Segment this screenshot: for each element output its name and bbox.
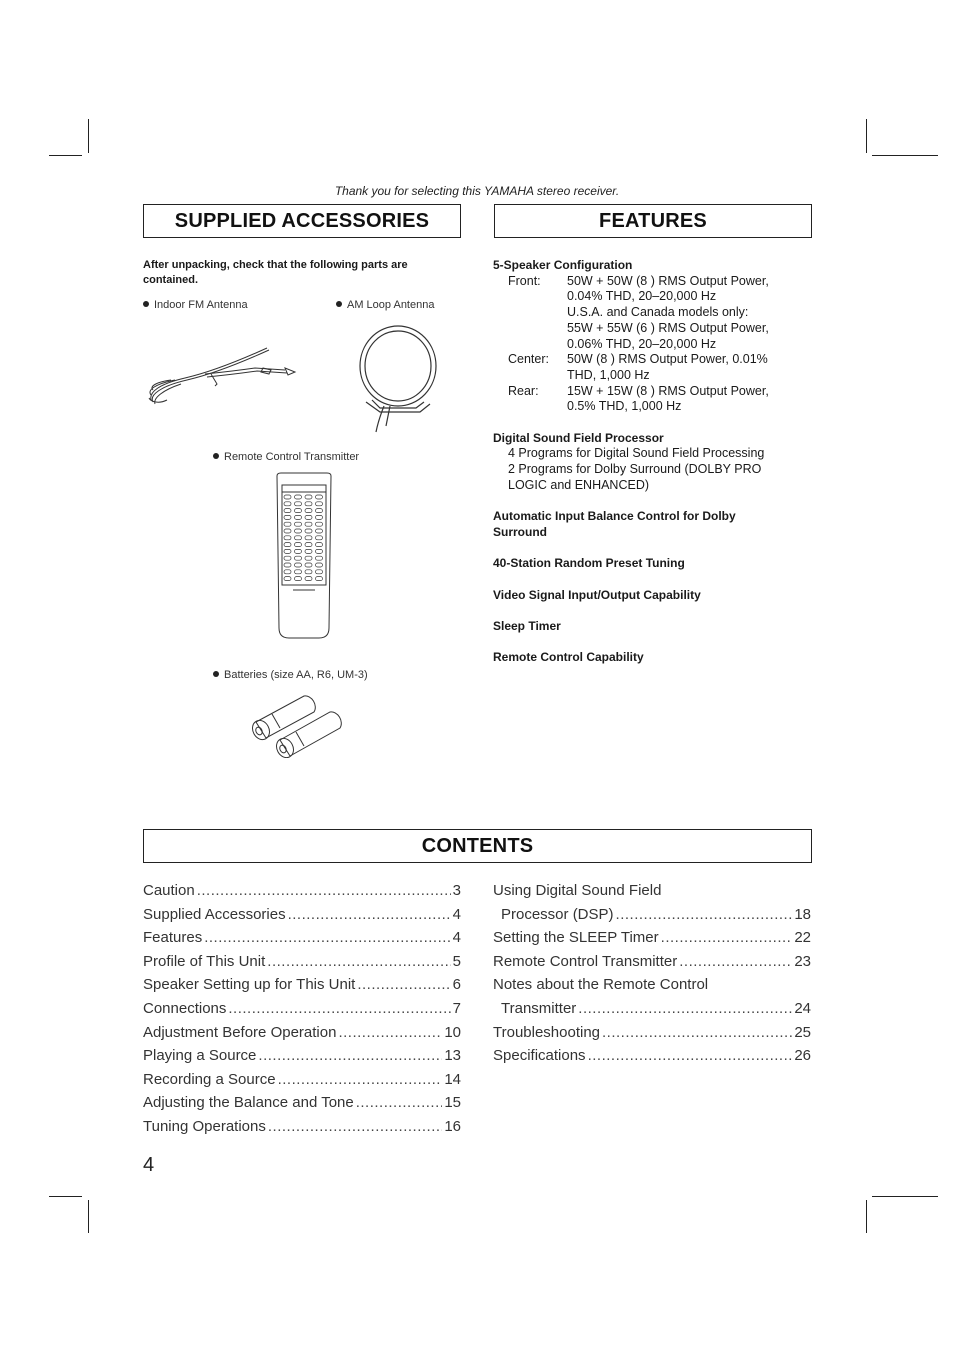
remote-button-shape bbox=[316, 563, 323, 567]
toc-entry-page: 24 bbox=[794, 999, 811, 1017]
toc-entry-title: Transmitter bbox=[501, 999, 577, 1017]
remote-button-shape bbox=[284, 529, 291, 533]
remote-button-shape bbox=[316, 522, 323, 526]
spec-line: 0.5% THD, 1,000 Hz bbox=[567, 399, 682, 414]
toc-entry bbox=[143, 1024, 461, 1048]
toc-entry-page: 14 bbox=[444, 1070, 461, 1088]
item-caption-batteries: Batteries (size AA, R6, UM-3) bbox=[213, 669, 368, 681]
remote-button-shape bbox=[295, 556, 302, 560]
toc-entry-title: Adjustment Before Operation bbox=[143, 1023, 337, 1041]
toc-entry-title: Using Digital Sound Field bbox=[493, 882, 662, 899]
crop-mark bbox=[88, 1200, 89, 1233]
toc-entry-page: 4 bbox=[452, 905, 461, 923]
remote-button-shape bbox=[295, 536, 302, 540]
toc-entry-title: Features bbox=[143, 929, 203, 947]
toc-entry bbox=[143, 1047, 461, 1071]
toc-leader-dots bbox=[661, 929, 793, 946]
toc-entry bbox=[143, 1071, 461, 1095]
remote-button-shape bbox=[305, 543, 312, 547]
remote-button-shape bbox=[316, 515, 323, 519]
remote-button-shape bbox=[284, 509, 291, 513]
spec-label: Front: bbox=[508, 273, 541, 288]
remote-button-shape bbox=[316, 509, 323, 513]
toc-entry bbox=[493, 1047, 811, 1071]
spec-line: 50W + 50W (8 ) RMS Output Power, bbox=[567, 273, 769, 288]
remote-button-shape bbox=[295, 577, 302, 581]
toc-entry-page: 16 bbox=[444, 1117, 461, 1135]
remote-control-drawing bbox=[275, 472, 333, 640]
item-caption-remote: Remote Control Transmitter bbox=[213, 451, 359, 463]
toc-leader-dots bbox=[204, 929, 450, 946]
item-caption-fm-antenna: Indoor FM Antenna bbox=[143, 299, 248, 311]
remote-button-shape bbox=[284, 577, 291, 581]
toc-leader-dots bbox=[268, 1118, 442, 1135]
remote-button-shape bbox=[305, 529, 312, 533]
toc-entry bbox=[143, 1000, 461, 1024]
remote-button-shape bbox=[305, 536, 312, 540]
feature-heading: Digital Sound Field Processor bbox=[493, 430, 664, 445]
bullet-icon bbox=[143, 301, 149, 307]
remote-button-shape bbox=[316, 495, 323, 499]
remote-button-shape bbox=[316, 549, 323, 553]
remote-button-shape bbox=[295, 543, 302, 547]
toc-entry-page: 15 bbox=[444, 1094, 461, 1112]
spec-line: 0.04% THD, 20–20,000 Hz bbox=[567, 289, 717, 304]
toc-leader-dots bbox=[356, 1094, 443, 1111]
toc-entry-title: Adjusting the Balance and Tone bbox=[143, 1094, 354, 1112]
toc-entry-title: Setting the SLEEP Timer bbox=[493, 929, 659, 947]
toc-leader-dots bbox=[197, 882, 451, 899]
dsp-line: LOGIC and ENHANCED) bbox=[508, 477, 650, 492]
toc-leader-dots bbox=[616, 906, 793, 923]
batteries-drawing bbox=[246, 688, 350, 758]
supplied-intro: After unpacking, check that the following parts are contained. bbox=[143, 259, 408, 286]
remote-button-shape bbox=[295, 495, 302, 499]
toc-leader-dots bbox=[278, 1071, 443, 1088]
spec-label: Center: bbox=[508, 352, 549, 367]
toc-entry bbox=[143, 882, 461, 906]
toc-entry-page: 7 bbox=[452, 999, 461, 1017]
toc-leader-dots bbox=[288, 906, 451, 923]
toc-entry-title: Recording a Source bbox=[143, 1070, 276, 1088]
toc-entry bbox=[493, 976, 811, 1000]
crop-mark bbox=[866, 1200, 867, 1233]
bullet-icon bbox=[213, 671, 219, 677]
spec-row-front bbox=[493, 274, 813, 353]
toc-left-column bbox=[143, 882, 461, 1142]
page-number: 4 bbox=[143, 1154, 155, 1176]
toc-entry-title: Profile of This Unit bbox=[143, 952, 266, 970]
bullet-icon bbox=[336, 301, 342, 307]
spec-line: 55W + 55W (6 ) RMS Output Power, bbox=[567, 320, 769, 335]
crop-mark bbox=[872, 1196, 938, 1197]
toc-leader-dots bbox=[679, 953, 792, 970]
bullet-icon bbox=[213, 453, 219, 459]
toc-entry-title: Remote Control Transmitter bbox=[493, 952, 678, 970]
remote-button-shape bbox=[284, 570, 291, 574]
feature-heading: 40-Station Random Preset Tuning bbox=[493, 556, 685, 571]
remote-button-shape bbox=[305, 509, 312, 513]
toc-entry-page: 6 bbox=[452, 976, 461, 994]
toc-entry-title: Tuning Operations bbox=[143, 1117, 266, 1135]
contents-heading: CONTENTS bbox=[143, 829, 812, 863]
toc-entry bbox=[493, 929, 811, 953]
remote-button-shape bbox=[305, 549, 312, 553]
remote-button-shape bbox=[316, 529, 323, 533]
remote-button-shape bbox=[316, 556, 323, 560]
toc-entry-page: 4 bbox=[452, 929, 461, 947]
toc-entry-title: Troubleshooting bbox=[493, 1023, 601, 1041]
toc-entry-page: 5 bbox=[452, 952, 461, 970]
remote-button-shape bbox=[305, 495, 312, 499]
toc-leader-dots bbox=[588, 1047, 793, 1064]
toc-entry-page: 22 bbox=[794, 929, 811, 947]
remote-button-shape bbox=[284, 563, 291, 567]
toc-entry bbox=[493, 882, 811, 906]
toc-entry-title: Caution bbox=[143, 882, 195, 899]
remote-button-shape bbox=[284, 556, 291, 560]
toc-entry-page: 23 bbox=[794, 952, 811, 970]
dsp-line: 2 Programs for Dolby Surround (DOLBY PRO bbox=[508, 462, 762, 477]
toc-entry-title: Notes about the Remote Control bbox=[493, 976, 709, 994]
spec-line: 0.06% THD, 20–20,000 Hz bbox=[567, 336, 717, 351]
toc-entry bbox=[143, 1118, 461, 1142]
remote-button-shape bbox=[316, 543, 323, 547]
crop-mark bbox=[49, 1196, 82, 1197]
remote-button-shape bbox=[305, 515, 312, 519]
supplied-accessories-heading: SUPPLIED ACCESSORIES bbox=[143, 204, 461, 238]
features-heading: FEATURES bbox=[494, 204, 812, 238]
tagline: Thank you for selecting this YAMAHA stereo receiver. bbox=[334, 184, 620, 198]
toc-entry-title: Playing a Source bbox=[143, 1047, 257, 1065]
spec-line: U.S.A. and Canada models only: bbox=[567, 305, 749, 320]
crop-mark bbox=[872, 155, 938, 156]
feature-heading: Video Signal Input/Output Capability bbox=[493, 587, 701, 602]
spec-label: Rear: bbox=[508, 383, 539, 398]
spec-line: 50W (8 ) RMS Output Power, 0.01% bbox=[567, 352, 768, 367]
toc-leader-dots bbox=[357, 976, 450, 993]
dsp-line: 4 Programs for Digital Sound Field Processing bbox=[508, 446, 765, 461]
remote-button-shape bbox=[284, 536, 291, 540]
toc-entry-title: Processor (DSP) bbox=[501, 905, 614, 923]
remote-button-shape bbox=[305, 522, 312, 526]
remote-button-shape bbox=[305, 502, 312, 506]
remote-button-shape bbox=[316, 502, 323, 506]
toc-entry bbox=[493, 953, 811, 977]
remote-button-shape bbox=[295, 570, 302, 574]
remote-button-shape bbox=[284, 515, 291, 519]
remote-button-shape bbox=[284, 502, 291, 506]
toc-entry-page: 26 bbox=[794, 1047, 811, 1065]
toc-entry bbox=[143, 906, 461, 930]
remote-button-shape bbox=[295, 549, 302, 553]
fm-antenna-drawing bbox=[145, 340, 300, 410]
am-loop-antenna-drawing bbox=[350, 322, 442, 434]
remote-button-shape bbox=[295, 563, 302, 567]
spec-row-center bbox=[493, 352, 813, 383]
remote-button-shape bbox=[305, 563, 312, 567]
toc-entry-page: 10 bbox=[444, 1023, 461, 1041]
toc-entry-page: 13 bbox=[444, 1047, 461, 1065]
spec-line: 15W + 15W (8 ) RMS Output Power, bbox=[567, 383, 769, 398]
remote-button-shape bbox=[305, 570, 312, 574]
remote-button-shape bbox=[295, 502, 302, 506]
spec-line: THD, 1,000 Hz bbox=[567, 367, 650, 382]
feature-heading: Automatic Input Balance Control for Dolby Surround bbox=[493, 509, 736, 539]
toc-entry bbox=[143, 929, 461, 953]
toc-entry bbox=[493, 1000, 811, 1024]
toc-entry bbox=[143, 953, 461, 977]
toc-entry-title: Specifications bbox=[493, 1047, 586, 1065]
toc-leader-dots bbox=[602, 1024, 792, 1041]
toc-leader-dots bbox=[228, 1000, 450, 1017]
toc-leader-dots bbox=[578, 1000, 792, 1017]
toc-entry bbox=[493, 906, 811, 930]
toc-right-column bbox=[493, 882, 811, 1071]
toc-entry-title: Supplied Accessories bbox=[143, 905, 286, 923]
toc-entry bbox=[143, 1094, 461, 1118]
feature-heading: Remote Control Capability bbox=[493, 650, 644, 665]
toc-entry bbox=[143, 976, 461, 1000]
toc-entry-page: 18 bbox=[794, 905, 811, 923]
toc-entry-title: Connections bbox=[143, 999, 227, 1017]
spec-row-rear bbox=[493, 384, 813, 415]
toc-entry bbox=[493, 1024, 811, 1048]
remote-button-shape bbox=[316, 570, 323, 574]
features-list bbox=[493, 258, 813, 666]
feature-heading: Sleep Timer bbox=[493, 619, 561, 634]
remote-button-shape bbox=[305, 556, 312, 560]
toc-entry-page: 3 bbox=[452, 882, 461, 899]
remote-button-shape bbox=[284, 549, 291, 553]
remote-button-shape bbox=[295, 509, 302, 513]
remote-button-shape bbox=[295, 515, 302, 519]
crop-mark bbox=[88, 119, 89, 153]
toc-entry-title: Speaker Setting up for This Unit bbox=[143, 976, 356, 994]
remote-button-shape bbox=[295, 529, 302, 533]
remote-button-shape bbox=[284, 495, 291, 499]
toc-leader-dots bbox=[258, 1047, 442, 1064]
remote-button-shape bbox=[305, 577, 312, 581]
feature-heading: 5-Speaker Configuration bbox=[493, 258, 633, 272]
remote-button-shape bbox=[284, 522, 291, 526]
crop-mark bbox=[866, 119, 867, 153]
item-caption-am-antenna: AM Loop Antenna bbox=[336, 299, 434, 311]
toc-leader-dots bbox=[338, 1024, 442, 1041]
remote-button-shape bbox=[316, 577, 323, 581]
toc-leader-dots bbox=[267, 953, 450, 970]
remote-button-shape bbox=[316, 536, 323, 540]
toc-entry-page: 25 bbox=[794, 1023, 811, 1041]
remote-button-shape bbox=[295, 522, 302, 526]
crop-mark bbox=[49, 155, 82, 156]
remote-button-shape bbox=[284, 543, 291, 547]
